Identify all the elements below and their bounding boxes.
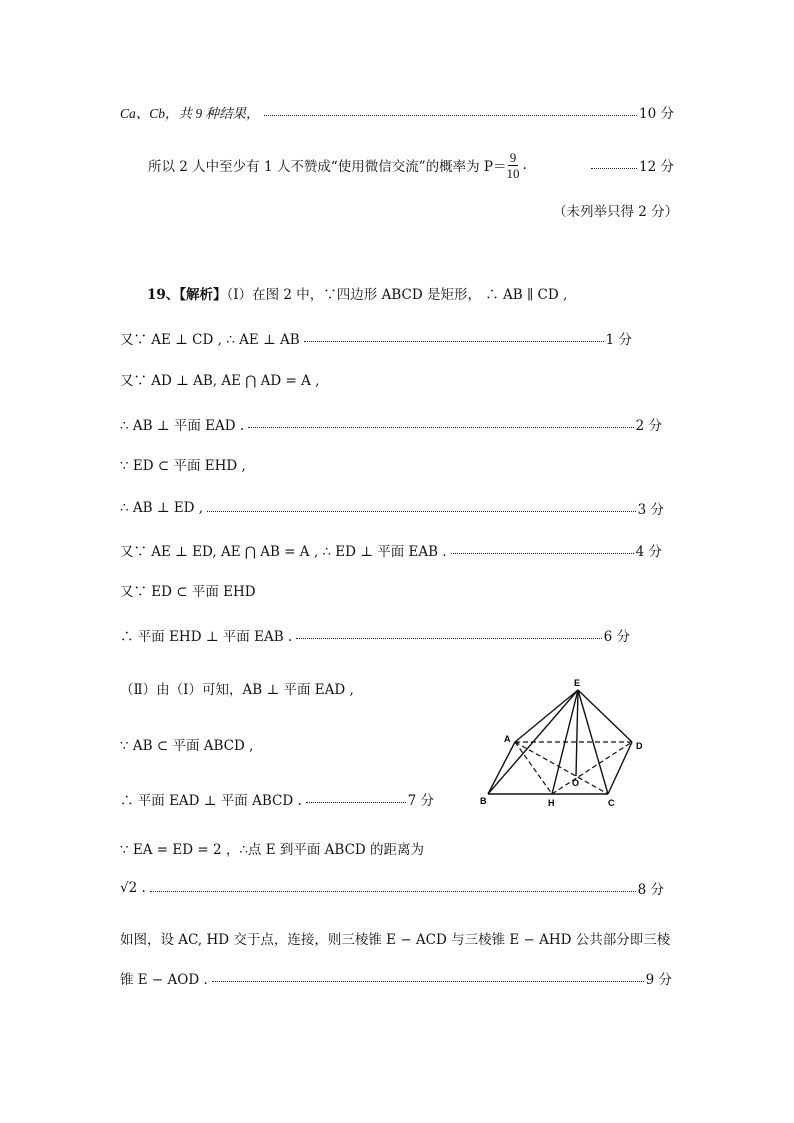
score-label: 1 分 [605, 332, 632, 348]
edge-AC-hidden [515, 742, 608, 794]
score-label: 3 分 [637, 502, 664, 518]
score-label: 6 分 [603, 629, 630, 645]
label-D: D [636, 741, 643, 751]
line-5 [120, 326, 632, 350]
question-number: 19、 [147, 287, 180, 303]
edge-EO [576, 690, 578, 776]
score-label: 4 分 [635, 544, 662, 560]
line-7 [120, 412, 662, 436]
score-label: 10 分 [639, 106, 674, 122]
line-4 [147, 283, 567, 307]
score-label: 12 分 [639, 159, 674, 175]
line-6: 又∵ AD ⊥ AB, AE ⋂ AD = A , [120, 373, 320, 389]
line-13: （Ⅱ）由（Ⅰ）可知，AB ⊥ 平面 EAD , [120, 682, 354, 698]
fraction [507, 150, 520, 181]
line-2 [148, 148, 674, 182]
score-label: 7 分 [407, 793, 434, 809]
line-19-text: 锥 E − AOD . [120, 972, 208, 988]
fraction-denominator: 10 [506, 165, 520, 181]
line-8: ∵ ED ⊂ 平面 EHD , [120, 458, 246, 474]
line-15 [120, 787, 434, 811]
line-17 [120, 876, 664, 900]
line-1 [120, 100, 674, 124]
label-E: E [574, 678, 581, 688]
label-B: B [480, 796, 487, 806]
label-H: H [548, 798, 555, 808]
score-label: 2 分 [635, 418, 662, 434]
line-9-text: ∴ AB ⊥ ED , [120, 500, 204, 516]
leader-dots [264, 115, 638, 116]
line-4-text: （Ⅰ）在图 2 中，∵四边形 ABCD 是矩形， ∴ AB ∥ CD , [226, 287, 568, 303]
line-18: 如图，设 AC, HD 交于点，连接，则三棱锥 E − ACD 与三棱锥 E − AHD 公共部分即三棱 [120, 932, 671, 948]
period: . [522, 157, 527, 173]
label-A: A [504, 734, 511, 744]
line-14: ∵ AB ⊂ 平面 ABCD , [120, 738, 254, 754]
note-line: （未列举只得 2 分） [553, 204, 679, 220]
edge-EA [515, 690, 578, 742]
line-16: ∵ EA = ED = 2 ，∴点 E 到平面 ABCD 的距离为 [120, 842, 425, 858]
line-12 [120, 623, 630, 647]
leader-dots [207, 511, 636, 512]
leader-dots [306, 802, 406, 803]
leader-dots [212, 981, 644, 982]
pyramid-figure [470, 672, 650, 812]
line-19 [120, 966, 672, 990]
line-15-text: ∴ 平面 EAD ⊥ 平面 ABCD . [120, 793, 302, 809]
leader-dots [591, 168, 637, 169]
leader-dots [150, 891, 636, 892]
line-10-text: 又∵ AE ⊥ ED, AE ⋂ AB = A , ∴ ED ⊥ 平面 EAB . [120, 544, 447, 560]
score-label: 8 分 [637, 882, 664, 898]
label-C: C [608, 798, 615, 808]
line-17-text: √2 . [120, 880, 146, 896]
fraction-numerator: 9 [509, 149, 517, 165]
edge-AH-hidden [515, 742, 552, 794]
label-O: O [572, 778, 580, 788]
line-11: 又∵ ED ⊂ 平面 EHD [120, 584, 256, 600]
score-label: 9 分 [645, 972, 672, 988]
leader-dots [296, 638, 601, 639]
line-2-text: 所以 2 人中至少有 1 人不赞成“使用微信交流”的概率为 P＝ [148, 159, 507, 175]
leader-dots [304, 341, 604, 342]
line-12-text: ∴ 平面 EHD ⊥ 平面 EAB . [120, 629, 293, 645]
line-9 [120, 496, 664, 520]
line-7-text: ∴ AB ⊥ 平面 EAD . [120, 418, 245, 434]
line-10 [120, 538, 662, 562]
leader-dots [248, 427, 633, 428]
line-5-text: 又∵ AE ⊥ CD , ∴ AE ⊥ AB [120, 332, 300, 348]
line-1-text: Ca、Cb，共 9 种结果， [120, 106, 260, 121]
leader-dots [451, 553, 634, 554]
analysis-tag: 【解析】 [179, 287, 227, 303]
